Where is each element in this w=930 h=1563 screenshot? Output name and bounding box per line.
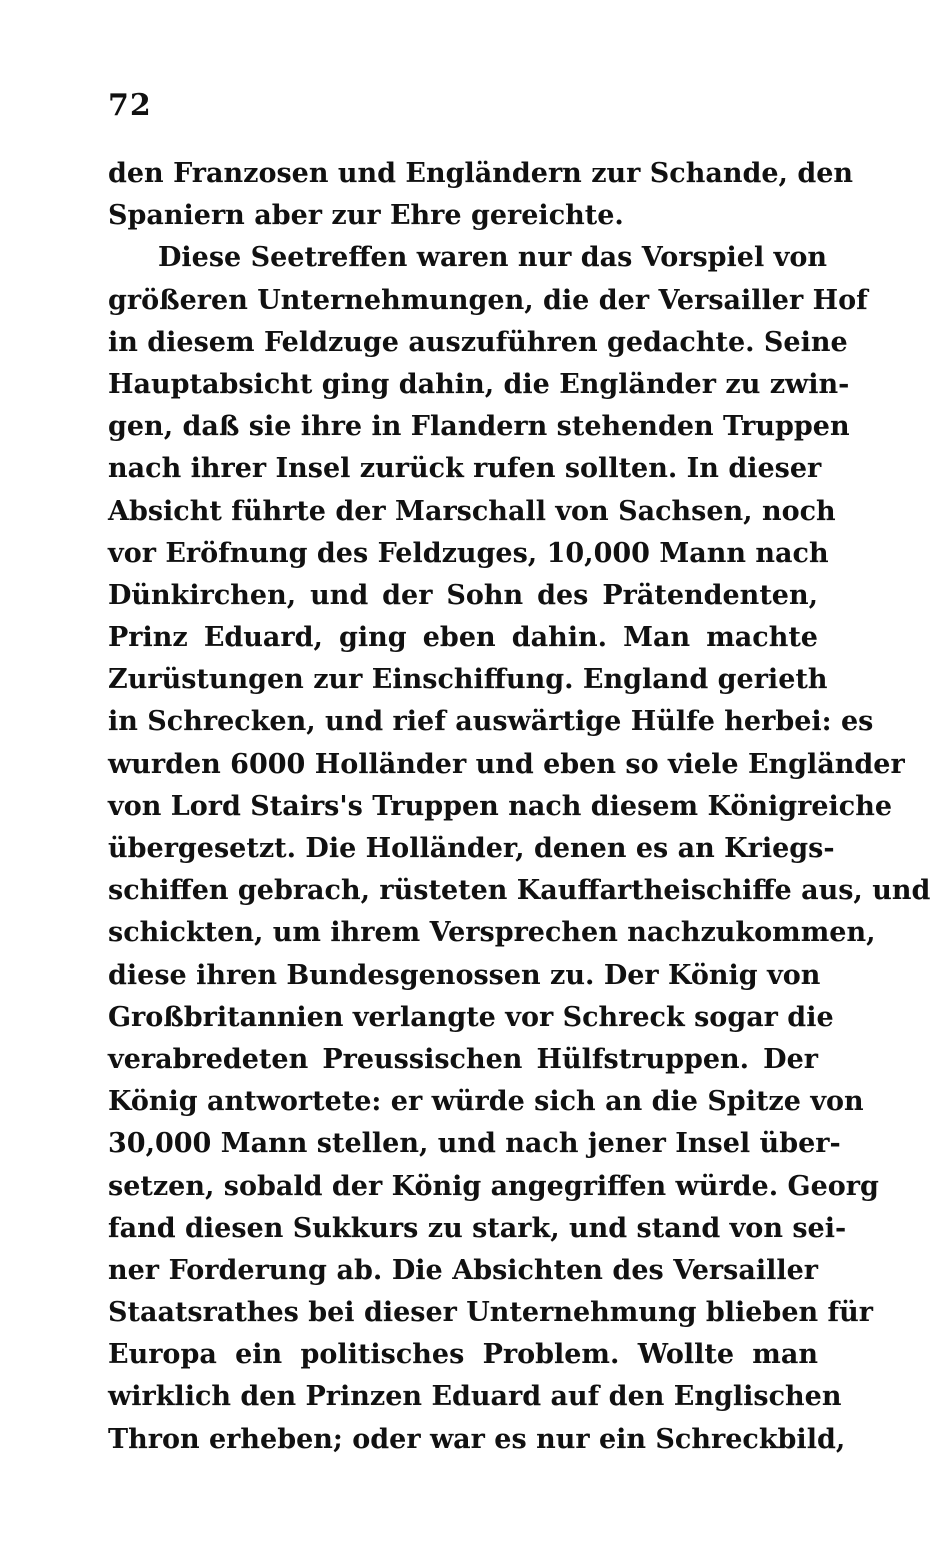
text-line: Großbritannien verlangte vor Schreck sogar die: [108, 1001, 834, 1033]
text-line: schickten, um ihrem Versprechen nachzukommen,: [108, 917, 876, 949]
text-line: diese ihren Bundesgenossen zu. Der König von: [108, 959, 821, 991]
text-line: von Lord Stairs's Truppen nach diesem Königreiche: [108, 790, 893, 822]
text-line: Prinz Eduard, ging eben dahin. Man machte: [108, 622, 818, 654]
text-line: schiffen gebrach, rüsteten Kauffartheischiffe aus, und: [108, 875, 930, 907]
body-text: [108, 153, 930, 1461]
text-line: gen, daß sie ihre in Flandern stehenden Truppen: [108, 411, 850, 443]
text-line: vor Eröfnung des Feldzuges, 10,000 Mann nach: [108, 537, 829, 569]
text-line: ner Forderung ab. Die Absichten des Versailler: [108, 1254, 818, 1286]
text-line: übergesetzt. Die Holländer, denen es an Kriegs-: [108, 833, 835, 864]
page-number: 72: [108, 88, 152, 123]
text-line: nach ihrer Insel zurück rufen sollten. In dieser: [108, 453, 822, 485]
text-line: in Schrecken, und rief auswärtige Hülfe herbei: es: [108, 706, 874, 738]
text-line: Staatsrathes bei dieser Unternehmung blieben für: [108, 1297, 873, 1329]
text-line: Thron erheben; oder war es nur ein Schreckbild,: [108, 1423, 846, 1455]
text-line: fand diesen Sukkurs zu stark, und stand von sei-: [108, 1212, 847, 1244]
text-line: verabredeten Preussischen Hülfstruppen. Der: [108, 1043, 818, 1075]
text-line: wurden 6000 Holländer und eben so viele Engländer: [108, 748, 905, 780]
text-line: 30,000 Mann stellen, und nach jener Insel über-: [108, 1128, 841, 1160]
text-line: König antwortete: er würde sich an die Spitze von: [108, 1086, 864, 1118]
text-line: Hauptabsicht ging dahin, die Engländer zu zwin-: [108, 368, 850, 400]
text-line: wirklich den Prinzen Eduard auf den Englischen: [108, 1381, 842, 1413]
text-line: setzen, sobald der König angegriffen würde. Georg: [108, 1170, 879, 1202]
text-line: größeren Unternehmungen, die der Versailler Hof: [108, 284, 868, 316]
text-line: Diese Seetreffen waren nur das Vorspiel von: [158, 242, 827, 274]
text-line: den Franzosen und Engländern zur Schande, den: [108, 158, 854, 189]
text-line: Europa ein politisches Problem. Wollte man: [108, 1339, 818, 1371]
text-line: Absicht führte der Marschall von Sachsen, noch: [108, 495, 836, 527]
text-line: Spaniern aber zur Ehre gereichte.: [108, 200, 624, 232]
text-line: in diesem Feldzuge auszuführen gedachte. Seine: [108, 326, 848, 358]
text-line: Zurüstungen zur Einschiffung. England gerieth: [108, 664, 828, 696]
text-line: Dünkirchen, und der Sohn des Prätendenten,: [108, 579, 818, 611]
